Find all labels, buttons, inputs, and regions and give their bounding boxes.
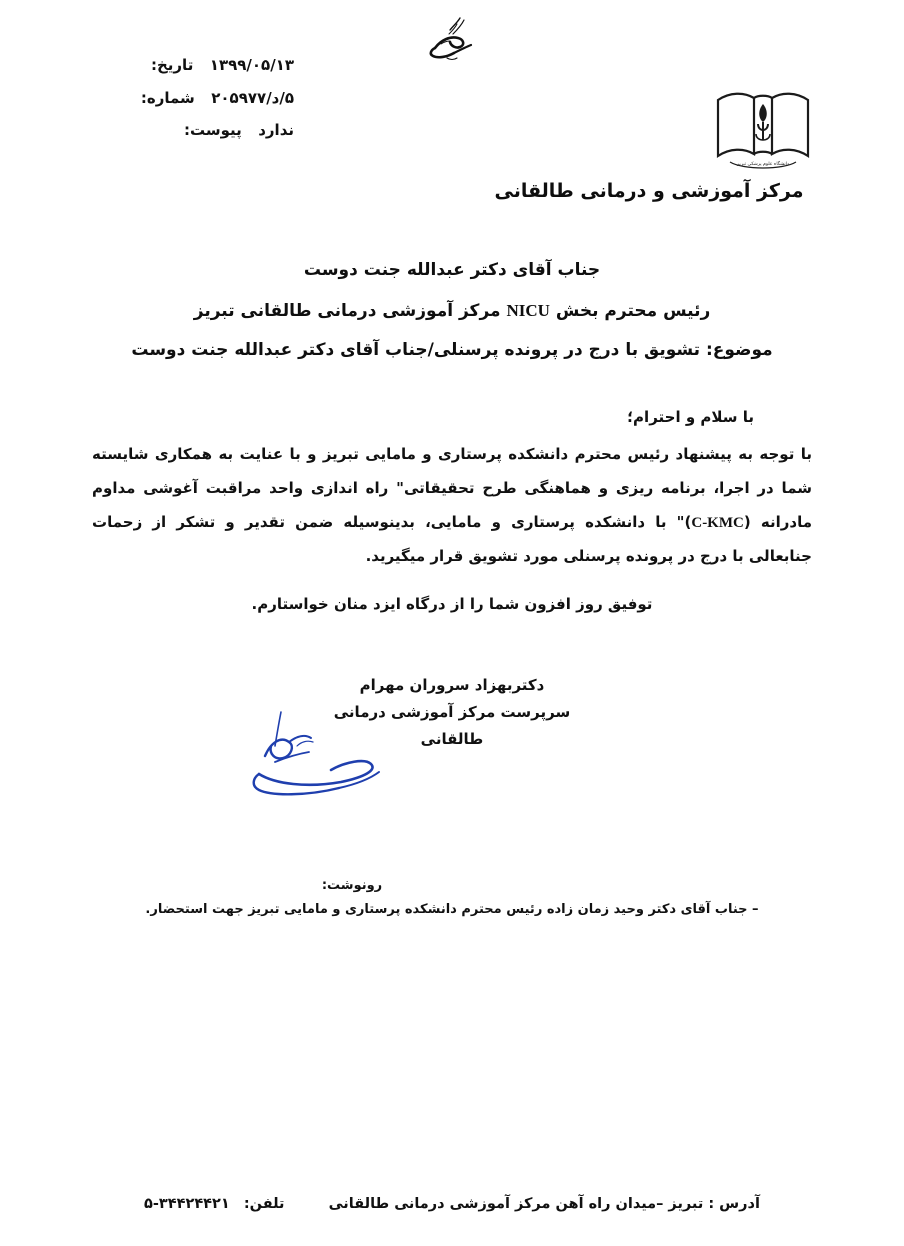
body-p1-acronym: C-KMC [691,514,744,531]
meta-date [34,56,294,76]
signer-role-line-1: سرپرست مرکز آموزشی درمانی [333,703,571,721]
addressee-role [0,298,904,325]
cc-item-1: – جناب آقای دکتر وحید زمان زاده رئیس محترم دانشکده پرستاری و مامایی تبریز جهت استحضار. [145,902,759,917]
document-body [92,438,812,630]
signer-role-line-2: طالقانی [420,730,484,748]
footer-address: آدرس : تبریز –میدان راه آهن مرکز آموزشی درمانی طالقانی [328,1196,760,1212]
svg-text:دانشگاه علوم پزشکی تبریز: دانشگاه علوم پزشکی تبریز [737,162,789,167]
signature-block [0,672,904,753]
meta-number-value: ۵/د/۲۰۵۹۷۷ [211,88,294,107]
meta-date-value: ۱۳۹۹/۰۵/۱۳ [209,56,294,74]
salutation: با سلام و احترام؛ [627,408,754,426]
document-footer [0,1196,904,1212]
body-p1-part1: با توجه به پیشنهاد رئیس محترم دانشکده پرستاری و مامایی تبریز و با عنایت به همکاری شایسته شما در اجرا، برنامه ریزی و هماهنگی طرح تحقیقاتی" راه اندازی واحد مراقبت آغوشی مداوم مادرانه ( [92,445,813,531]
cc-title: رونوشت: [321,878,383,893]
meta-attachment-value: ندارد [258,121,294,139]
organization-logo-icon [708,70,818,180]
document-subject: موضوع: تشویق با درج در پرونده پرسنلی/جناب آقای دکتر عبدالله جنت دوست [131,340,773,360]
document-meta [34,56,294,154]
addressee-role-unit: NICU [506,300,550,320]
addressee-role-pre: رئیس محترم بخش [549,300,711,321]
signer-name: دکتربهزاد سروران مهرام [359,676,545,694]
meta-attachment-label: پیوست: [183,121,242,139]
footer-phone-value: ۳۴۴۲۴۴۲۱-۵ [144,1196,230,1212]
body-paragraph-2: توفیق روز افزون شما را از درگاه ایزد منان خواستارم. [251,595,653,613]
body-p1-part2: )" با دانشکده پرستاری و مامایی، بدینوسیله ضمن تقدیر و تشکر از زحمات جنابعالی با درج در پرونده پرسنلی مورد تشویق قرار میگیرید. [92,512,812,566]
cc-block [0,878,904,917]
addressee-name: جناب آقای دکتر عبدالله جنت دوست [303,260,601,280]
footer-phone-label: تلفن: [243,1196,285,1212]
meta-number-label: شماره: [140,88,195,107]
meta-date-label: تاریخ: [150,56,194,74]
addressee-block [0,258,904,378]
addressee-role-post: مرکز آموزشی درمانی طالقانی تبریز [193,300,507,321]
meta-number [34,89,294,109]
organization-title: مرکز آموزشی و درمانی طالقانی [494,180,804,202]
body-paragraph-1 [92,438,812,574]
bismillah-glyph [417,14,487,66]
meta-attachment [34,121,294,141]
